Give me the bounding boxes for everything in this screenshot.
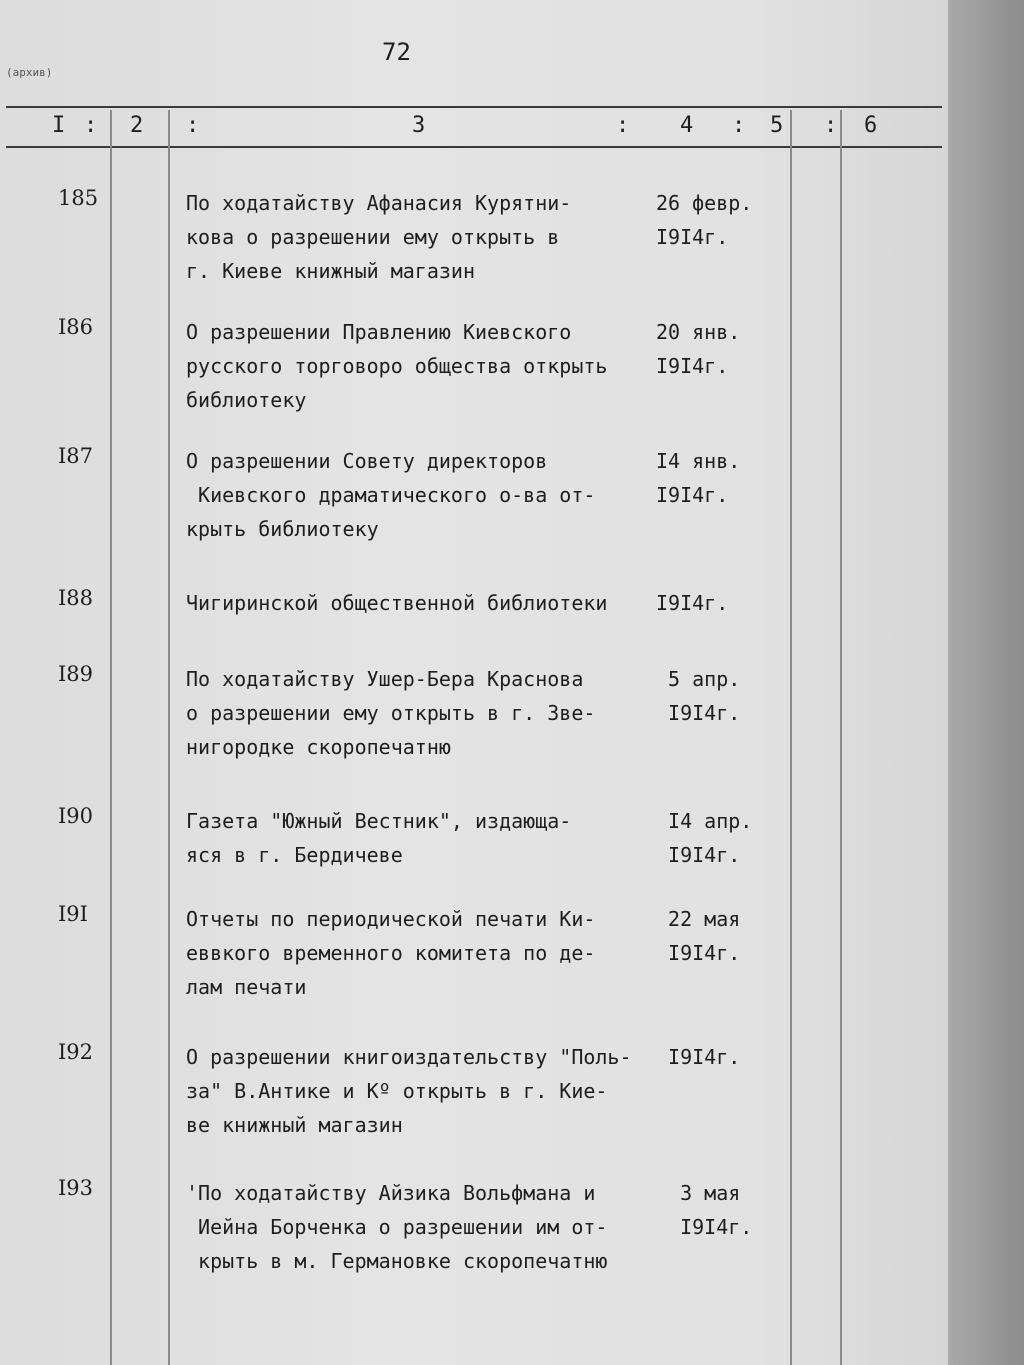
table-row — [0, 1176, 948, 1296]
row-title: Отчеты по периодической печати Ки- еввкого временного комитета по де- лам печати — [186, 907, 596, 999]
row-number: I90 — [58, 804, 94, 828]
row-date: I4 апр. I9I4г. — [668, 809, 753, 867]
row-date: 5 апр. I9I4г. — [668, 667, 741, 725]
row-date: I9I4г. — [656, 591, 729, 615]
row-number: I88 — [58, 586, 94, 610]
col-header-2: 2 — [130, 113, 144, 138]
row-date: I4 янв. I9I4г. — [656, 449, 741, 507]
row-number: I9I — [58, 902, 88, 926]
row-date: 3 мая I9I4г. — [680, 1181, 753, 1239]
row-number: I92 — [58, 1040, 94, 1064]
col-header-1: I — [52, 113, 66, 138]
header-top-rule — [6, 106, 942, 108]
col-header-6: 6 — [864, 113, 878, 138]
row-number: I93 — [58, 1176, 94, 1200]
row-date: 22 мая I9I4г. — [668, 907, 741, 965]
header-bottom-rule — [6, 146, 942, 148]
row-number: I86 — [58, 315, 94, 339]
col-header-3: 3 — [412, 113, 426, 138]
row-title: Чигиринской общественной библиотеки — [186, 591, 608, 615]
page-edge — [948, 0, 1024, 1365]
row-number: I87 — [58, 444, 94, 468]
table-row — [0, 444, 948, 564]
col-separator: : — [186, 113, 200, 138]
row-title: О разрешении Совету директоров Киевского драматического о-ва от- крыть библиотеку — [186, 449, 596, 541]
row-date: 26 февр. I9I4г. — [656, 191, 753, 249]
table-row — [0, 1040, 948, 1160]
col-header-4: 4 — [680, 113, 694, 138]
table-row — [0, 902, 948, 1022]
row-number: 185 — [58, 186, 99, 210]
col-separator: : — [824, 113, 838, 138]
col-separator: : — [616, 113, 630, 138]
col-separator: : — [732, 113, 746, 138]
col-header-5: 5 — [770, 113, 784, 138]
row-number: I89 — [58, 662, 94, 686]
row-title: По ходатайству Афанасия Курятни- кова о разрешении ему открыть в г. Киеве книжный магазин — [186, 191, 572, 283]
table-row — [0, 662, 948, 782]
row-title: О разрешении книгоиздательству "Поль- за" В.Антике и Кº открыть в г. Кие- ве книжный магазин — [186, 1045, 632, 1137]
row-title: 'По ходатайству Айзика Вольфмана и Иейна Борченка о разрешении им от- крыть в м. Германовке скоропечатню — [186, 1181, 608, 1273]
row-date: 20 янв. I9I4г. — [656, 320, 741, 378]
col-separator: : — [84, 113, 98, 138]
row-date: I9I4г. — [656, 1045, 741, 1069]
table-row — [0, 315, 948, 435]
row-title: Газета "Южный Вестник", издающа- яся в г. Бердичеве — [186, 809, 572, 867]
row-title: По ходатайству Ушер-Бера Краснова о разрешении ему открыть в г. Зве- нигородке скоропечатню — [186, 667, 596, 759]
page-number: 72 — [382, 38, 411, 66]
table-row — [0, 186, 948, 306]
row-title: О разрешении Правлению Киевского русского торговоро общества открыть библиотеку — [186, 320, 608, 412]
margin-note: (архив) — [6, 66, 53, 79]
